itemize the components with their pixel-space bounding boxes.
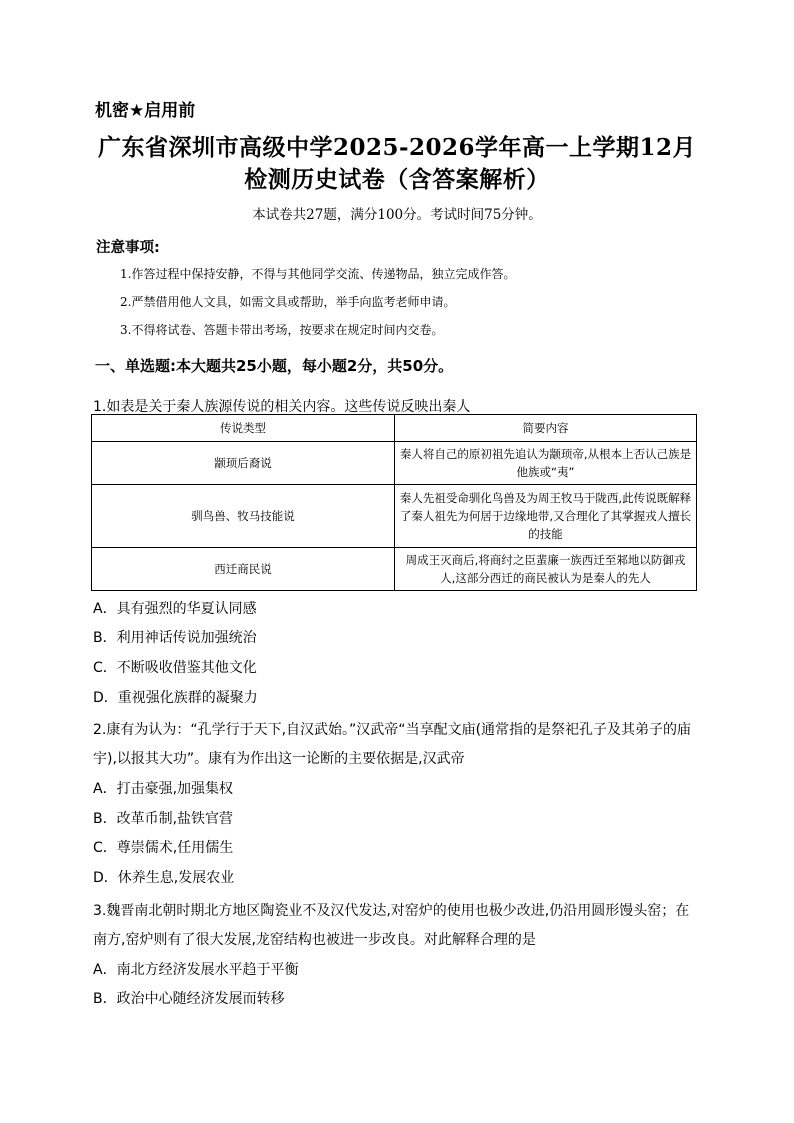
question-2-option-b[interactable]: B．改革币制,盐铁官营 — [93, 811, 234, 827]
table-row — [92, 485, 697, 548]
notice-item: 2.严禁借用他人文具，如需文具或帮助，举手向监考老师申请。 — [120, 295, 456, 309]
exam-title-line2: 检测历史试卷（含答案解析） — [244, 166, 550, 193]
question-1-option-a[interactable]: A．具有强烈的华夏认同感 — [93, 601, 257, 617]
exam-subtitle: 本试卷共27题，满分100分。考试时间75分钟。 — [252, 207, 542, 223]
notice-heading: 注意事项: — [96, 240, 160, 256]
question-1-option-c[interactable]: C．不断吸收借鉴其他文化 — [93, 660, 257, 676]
section-title: 一、单选题:本大题共25小题，每小题2分，共50分。 — [95, 357, 454, 375]
question-3-option-b[interactable]: B．政治中心随经济发展而转移 — [93, 991, 285, 1007]
table-row — [92, 548, 697, 591]
question-2-stem-line2: 宇),以报其大功”。康有为作出这一论断的主要依据是,汉武帝 — [93, 751, 465, 767]
question-1-option-b[interactable]: B．利用神话传说加强统治 — [93, 630, 257, 646]
table-header-row — [92, 415, 697, 442]
table-cell: 颛顼后裔说 — [92, 442, 395, 485]
question-3-option-a[interactable]: A．南北方经济发展水平趋于平衡 — [93, 962, 299, 978]
question-2-stem-line1: 2.康有为认为：“孔学行于天下,自汉武始。”汉武帝“当享配文庙(通常指的是祭祀孔子及其弟子的庙 — [93, 722, 692, 738]
confidential-label: 机密★启用前 — [95, 101, 196, 121]
question-3-stem-line1: 3.魏晋南北朝时期北方地区陶瓷业不及汉代发达,对窑炉的使用也极少改进,仍沿用圆形馒头窑；在 — [93, 903, 690, 919]
question-1-stem: 1.如表是关于秦人族源传说的相关内容。这些传说反映出秦人 — [93, 399, 471, 415]
question-2-option-c[interactable]: C．尊崇儒术,任用儒生 — [93, 840, 234, 856]
notice-item: 1.作答过程中保持安静，不得与其他同学交流、传递物品，独立完成作答。 — [120, 267, 516, 281]
table-cell: 秦人先祖受命驯化鸟兽及为周王牧马于陇西,此传说既解释了秦人祖先为何居于边缘地带,又合理化了其掌握戎人擅长的技能 — [395, 485, 697, 548]
question-1-table — [91, 414, 697, 591]
table-cell: 驯鸟兽、牧马技能说 — [92, 485, 395, 548]
table-header: 简要内容 — [395, 415, 697, 442]
table-header: 传说类型 — [92, 415, 395, 442]
question-3-stem-line2: 南方,窑炉则有了很大发展,龙窑结构也被进一步改良。对此解释合理的是 — [93, 932, 536, 948]
exam-title-line1: 广东省深圳市高级中学2025-2026学年高一上学期12月 — [97, 134, 697, 161]
table-cell: 周成王灭商后,将商纣之臣蜚廉一族西迁至邾地以防御戎人,这部分西迁的商民被认为是秦人的先人 — [395, 548, 697, 591]
question-2-option-d[interactable]: D．休养生息,发展农业 — [93, 870, 235, 886]
table-row — [92, 442, 697, 485]
question-1-option-d[interactable]: D．重视强化族群的凝聚力 — [93, 690, 258, 706]
question-2-option-a[interactable]: A．打击豪强,加强集权 — [93, 781, 234, 797]
table-cell: 秦人将自己的原初祖先追认为颛顼帝,从根本上否认己族是他族或“夷” — [395, 442, 697, 485]
notice-item: 3.不得将试卷、答题卡带出考场，按要求在规定时间内交卷。 — [120, 323, 444, 337]
table-cell: 西迁商民说 — [92, 548, 395, 591]
